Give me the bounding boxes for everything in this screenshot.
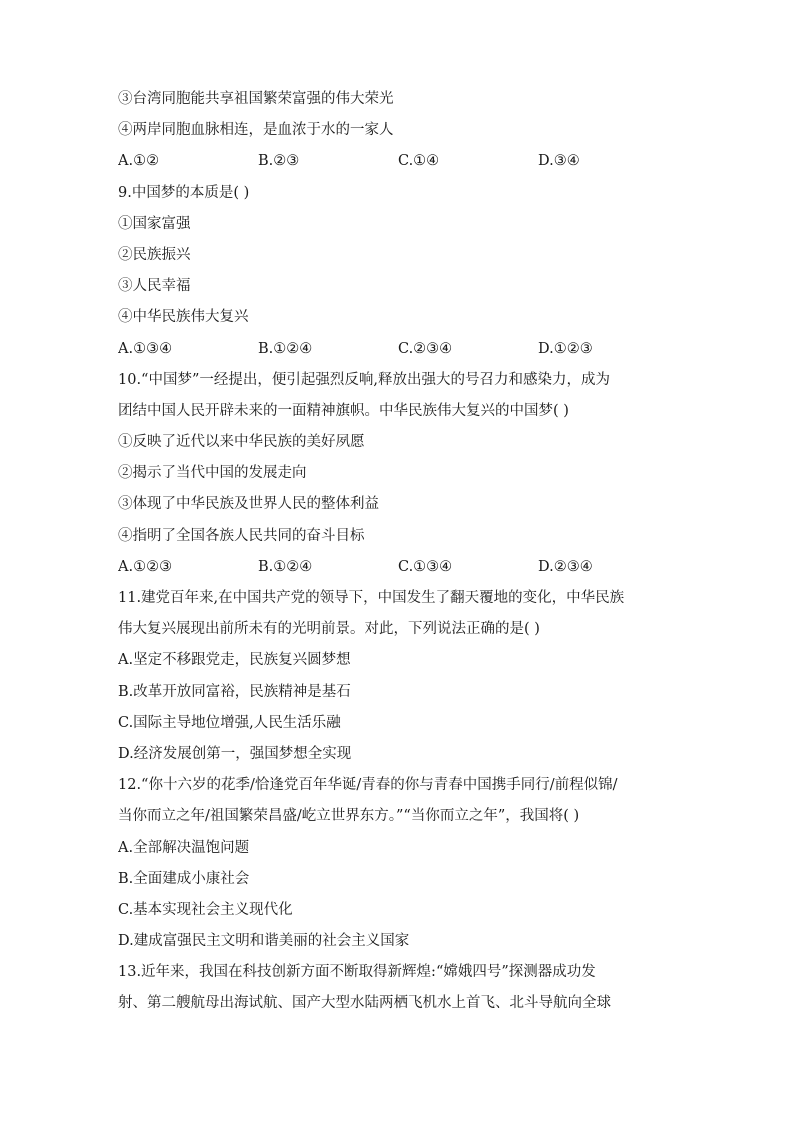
text-line: B.全面建成小康社会 <box>118 870 250 887</box>
text-line: B.改革开放同富裕，民族精神是基石 <box>118 683 351 700</box>
text-line: ②揭示了当代中国的发展走向 <box>118 465 307 482</box>
text-line: ③人民幸福 <box>118 278 191 295</box>
text-line: 11.建党百年来,在中国共产党的领导下，中国发生了翻天覆地的变化，中华民族 <box>118 590 625 606</box>
answer-option: A.①②③ <box>118 558 173 575</box>
text-line: 12.“你十六岁的花季/恰逢党百年华诞/青春的你与青春中国携手同行/前程似锦/ <box>118 777 618 794</box>
text-line: 伟大复兴展现出前所未有的光明前景。对此，下列说法正确的是( ) <box>118 621 540 638</box>
answer-option: B.①②④ <box>258 558 313 575</box>
text-line: C.国际主导地位增强,人民生活乐融 <box>118 714 341 731</box>
text-line: 当你而立之年/祖国繁荣昌盛/屹立世界东方。”“当你而立之年”，我国将( ) <box>118 808 580 825</box>
answer-option: C.①④ <box>398 153 440 170</box>
answer-option: D.②③④ <box>538 558 593 575</box>
text-line: ①国家富强 <box>118 215 191 232</box>
text-line: ③体现了中华民族及世界人民的整体利益 <box>118 496 379 513</box>
answer-option: B.②③ <box>258 153 300 170</box>
text-line: ④指明了全国各族人民共同的奋斗目标 <box>118 527 365 544</box>
document-page <box>118 84 698 1020</box>
text-line: D.建成富强民主文明和谐美丽的社会主义国家 <box>118 933 410 950</box>
text-line: ③台湾同胞能共享祖国繁荣富强的伟大荣光 <box>118 91 394 107</box>
text-line: 13.近年来，我国在科技创新方面不断取得新辉煌:“嫦娥四号”探测器成功发 <box>118 964 596 981</box>
text-line: ④两岸同胞血脉相连，是血浓于水的一家人 <box>118 122 394 139</box>
text-line: 团结中国人民开辟未来的一面精神旗帜。中华民族伟大复兴的中国梦( ) <box>118 402 569 419</box>
text-line: C.基本实现社会主义现代化 <box>118 901 293 918</box>
answer-option: A.①② <box>118 153 160 170</box>
text-line: 射、第二艘航母出海试航、国产大型水陆两栖飞机水上首飞、北斗导航向全球 <box>118 995 611 1012</box>
text-line: A.全部解决温饱问题 <box>118 839 250 856</box>
text-line: 10.“中国梦”一经提出，便引起强烈反响,释放出强大的号召力和感染力，成为 <box>118 371 610 388</box>
answer-options-row <box>118 146 698 177</box>
text-line: A.坚定不移跟党走，民族复兴圆梦想 <box>118 652 351 669</box>
text-line: ④中华民族伟大复兴 <box>118 309 249 326</box>
answer-option: D.①②③ <box>538 340 593 357</box>
text-line: D.经济发展创第一，强国梦想全实现 <box>118 745 352 762</box>
answer-option: C.①③④ <box>398 558 453 575</box>
answer-option: B.①②④ <box>258 340 313 357</box>
answer-option: C.②③④ <box>398 340 453 357</box>
answer-option: A.①③④ <box>118 340 173 357</box>
answer-options-row <box>118 334 698 365</box>
text-line: ②民族振兴 <box>118 246 191 263</box>
text-line: 9.中国梦的本质是( ) <box>118 184 250 201</box>
text-line: ①反映了近代以来中华民族的美好夙愿 <box>118 434 365 451</box>
answer-options-row <box>118 552 698 583</box>
answer-option: D.③④ <box>538 153 580 170</box>
